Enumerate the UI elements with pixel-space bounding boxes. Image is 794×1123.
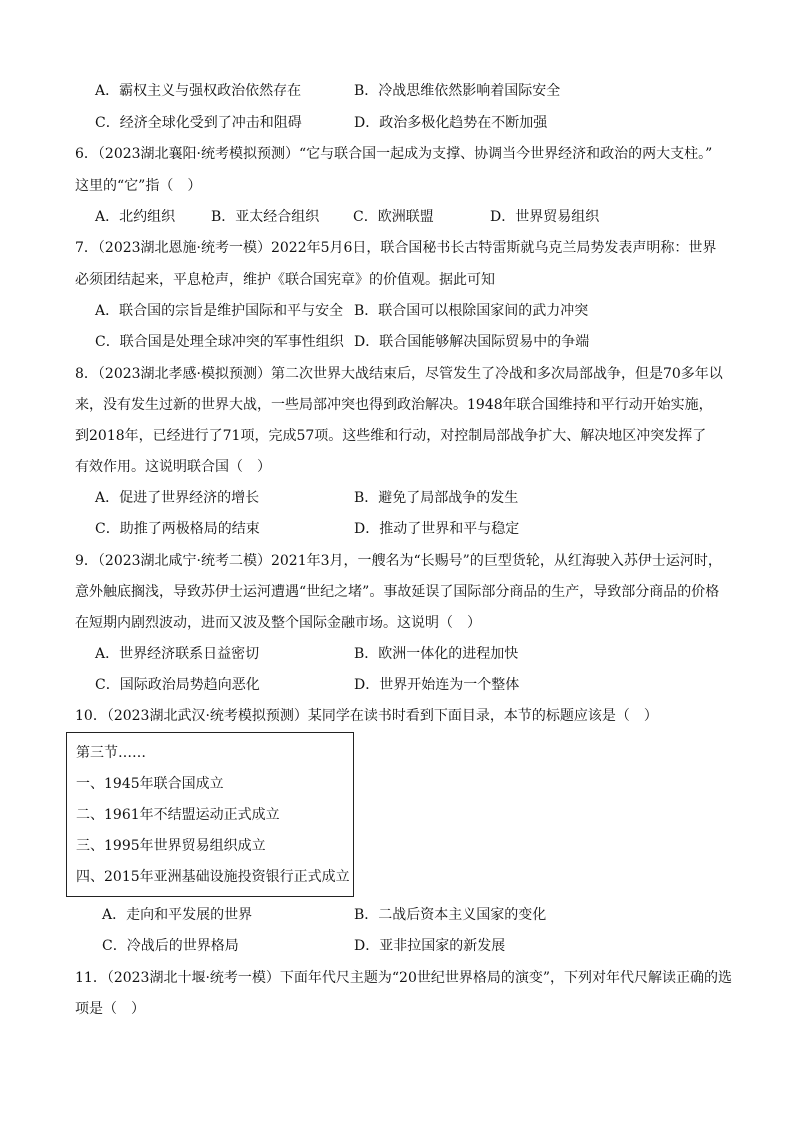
q10-option-d: D．亚非拉国家的新发展 [354,938,506,954]
q9-option-a: A．世界经济联系日益密切 [95,646,260,662]
q8-option-a: A．促进了世界经济的增长 [95,490,260,506]
q9-stem-line-3: 在短期内剧烈波动，进而又波及整个国际金融市场。这说明（ ） [75,615,481,631]
q10-option-a: A．走向和平发展的世界 [102,907,253,923]
toc-item: 一、1945年联合国成立 [76,776,224,792]
q8-option-b: B．避免了局部战争的发生 [354,490,519,506]
table-of-contents-box [66,732,354,897]
q5-option-a: A．霸权主义与强权政治依然存在 [95,83,302,99]
q5-option-c: C．经济全球化受到了冲击和阻碍 [95,115,302,131]
q8-option-d: D．推动了世界和平与稳定 [354,521,520,537]
q7-option-a: A．联合国的宗旨是维护国际和平与安全 [95,303,344,319]
q7-option-d: D．联合国能够解决国际贸易中的争端 [354,334,590,350]
q9-option-d: D．世界开始连为一个整体 [354,677,520,693]
toc-item: 四、2015年亚洲基础设施投资银行正式成立 [76,869,350,885]
q6-stem-line-1: 6．（2023湖北襄阳·统考模拟预测）“它与联合国一起成为支撑、协调当今世界经济和政治的两大支柱。” [75,146,713,162]
q6-stem-line-2: 这里的“它”指（ ） [75,178,202,194]
toc-item: 二、1961年不结盟运动正式成立 [76,807,280,823]
q11-stem-line-1: 11．（2023湖北十堰·统考一模）下面年代尺主题为“20世纪世界格局的演变”，下列对年代尺解读正确的选 [75,970,733,986]
q9-option-c: C．国际政治局势趋向恶化 [95,677,260,693]
q8-stem-line-3: 到2018年，已经进行了71项，完成57项。这些维和行动，对控制局部战争扩大、解决地区冲突发挥了 [75,428,707,444]
toc-item: 三、1995年世界贸易组织成立 [76,838,266,854]
q10-stem-line-1: 10．（2023湖北武汉·统考模拟预测）某同学在读书时看到下面目录，本节的标题应该是（ ） [75,708,658,724]
q8-option-c: C．助推了两极格局的结束 [95,521,260,537]
q5-option-d: D．政治多极化趋势在不断加强 [354,115,548,131]
q6-option-b: B．亚太经合组织 [211,209,320,225]
toc-heading: 第三节…… [76,745,146,761]
q8-stem-line-1: 8．（2023湖北孝感·模拟预测）第二次世界大战结束后，尽管发生了冷战和多次局部战争，但是70多年以 [75,366,723,382]
q9-stem-line-2: 意外触底搁浅，导致苏伊士运河遭遇“世纪之堵”。事故延误了国际部分商品的生产，导致部分商品的价格 [75,584,720,600]
q11-stem-line-2: 项是（ ） [75,1001,145,1017]
q7-stem-line-2: 必须团结起来，平息枪声，维护《联合国宪章》的价值观。据此可知 [75,272,495,288]
q9-option-b: B．欧洲一体化的进程加快 [354,646,519,662]
q10-option-c: C．冷战后的世界格局 [102,938,239,954]
q6-option-c: C．欧洲联盟 [353,209,434,225]
q5-option-b: B．冷战思维依然影响着国际安全 [354,83,561,99]
q6-option-d: D．世界贸易组织 [490,209,600,225]
q7-option-c: C．联合国是处理全球冲突的军事性组织 [95,334,344,350]
q8-stem-line-2: 来，没有发生过新的世界大战，一些局部冲突也得到政治解决。1948年联合国维持和平行动开始实施， [75,397,713,413]
q9-stem-line-1: 9．（2023湖北咸宁·统考二模）2021年3月，一艘名为“长赐号”的巨型货轮，从红海驶入苏伊士运河时， [75,553,722,569]
q7-stem-line-1: 7．（2023湖北恩施·统考一模）2022年5月6日，联合国秘书长古特雷斯就乌克兰局势发表声明称：世界 [75,240,717,256]
q10-option-b: B．二战后资本主义国家的变化 [354,907,547,923]
q6-option-a: A．北约组织 [95,209,176,225]
q8-stem-line-4: 有效作用。这说明联合国（ ） [75,459,271,475]
q7-option-b: B．联合国可以根除国家间的武力冲突 [354,303,589,319]
